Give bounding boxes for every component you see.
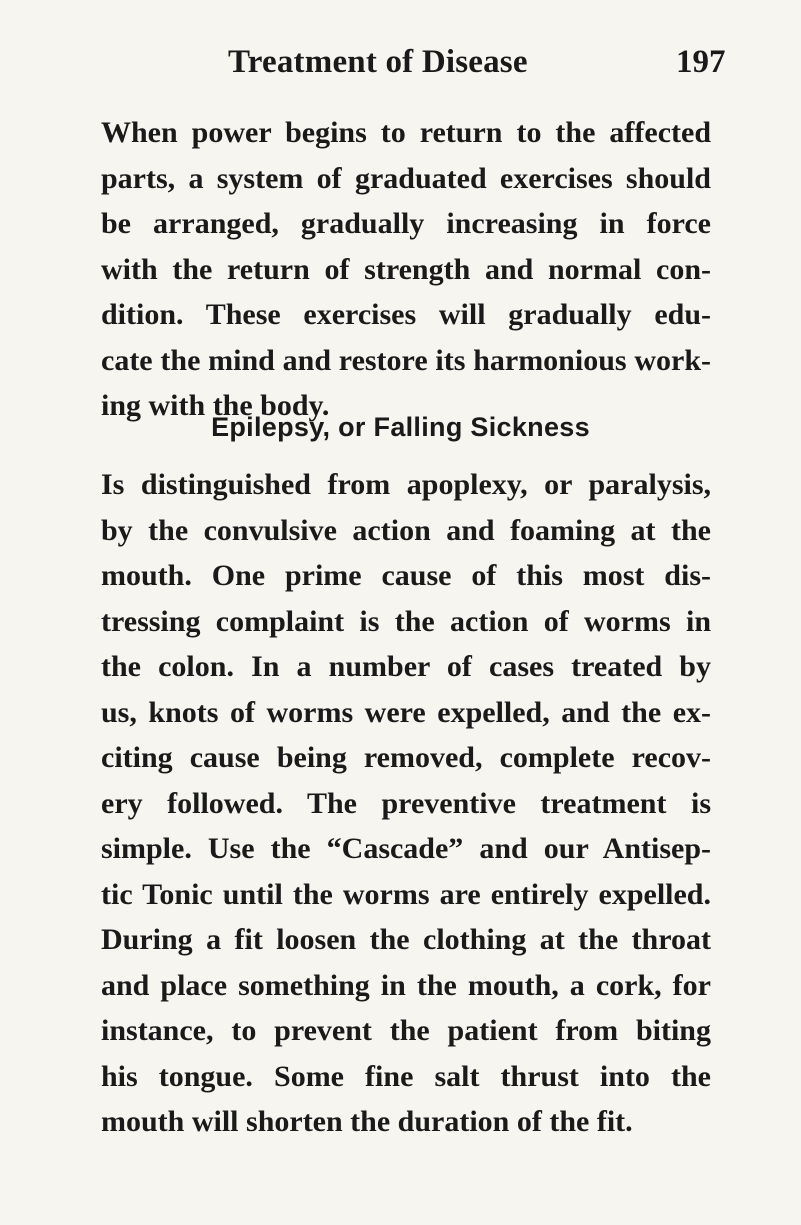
text-line: tressing complaint is the action of worms in [101,604,711,638]
text-line: simple. Use the “Cascade” and our Antisep- [101,832,711,865]
page-number: 197 [676,44,726,80]
paragraph-epilepsy [101,462,711,1145]
text-line: and place something in the mouth, a cork, for [101,968,711,1002]
text-line: mouth. One prime cause of this most dis- [101,559,711,592]
text-line: by the convulsive action and foaming at the [101,513,711,547]
text-line: dition. These exercises will gradually edu- [101,298,711,331]
text-line: his tongue. Some fine salt thrust into the [101,1059,711,1093]
text-line: tic Tonic until the worms are entirely expelled. [101,877,711,911]
paragraph-paralysis-exercises [101,110,711,429]
text-line: cate the mind and restore its harmonious work- [101,343,711,377]
text-line: us, knots of worms were expelled, and the ex- [101,695,711,729]
text-line: instance, to prevent the patient from biting [101,1014,711,1047]
running-title: Treatment of Disease [228,44,528,80]
section-heading: Epilepsy, or Falling Sickness [211,412,590,442]
running-head [0,44,801,94]
text-line: parts, a system of graduated exercises should [101,161,711,195]
text-line: During a fit loosen the clothing at the throat [101,923,711,956]
text-line: When power begins to return to the affected [101,116,711,149]
text-line: citing cause being removed, complete recov- [101,741,711,774]
text-line: mouth will shorten the duration of the fit. [101,1105,633,1138]
text-line: ing with the body. [101,389,330,422]
text-line: Is distinguished from apoplexy, or paralysis, [101,468,711,501]
text-line: the colon. In a number of cases treated by [101,650,711,683]
text-line: be arranged, gradually increasing in force [101,207,711,240]
text-line: with the return of strength and normal con- [101,252,711,286]
text-line: ery followed. The preventive treatment is [101,786,711,820]
